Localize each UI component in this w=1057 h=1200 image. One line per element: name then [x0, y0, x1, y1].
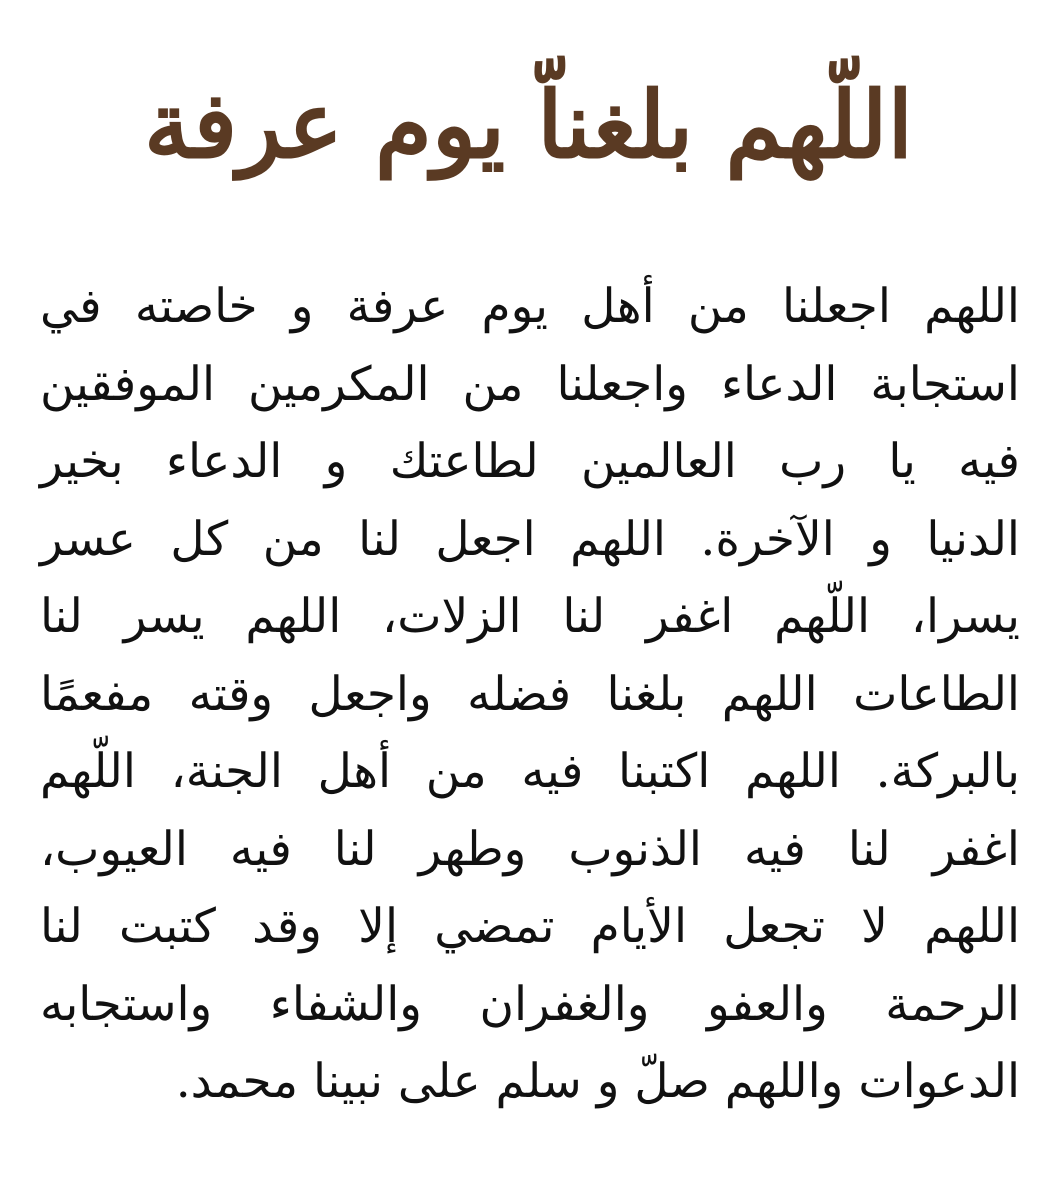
prayer-line-5: يسرا، اللّهم اغفر لنا الزلات، اللهم يسر لنا	[40, 589, 1020, 644]
prayer-line-6: الطاعات اللهم بلغنا فضله واجعل وقته مفعمًا	[40, 666, 1020, 722]
prayer-line-11: الدعوات واللهم صلّ و سلم على نبينا محمد.	[175, 1054, 1020, 1109]
prayer-line-1: اللهم اجعلنا من أهل يوم عرفة و خاصته في	[40, 279, 1020, 334]
page-title: اللّهم بلغناّ يوم عرفة	[143, 71, 914, 179]
prayer-line-2: استجابة الدعاء واجعلنا من المكرمين الموفقين	[40, 356, 1020, 412]
prayer-line-10: الرحمة والعفو والغفران والشفاء واستجابه	[40, 976, 1020, 1032]
prayer-line-9: اللهم لا تجعل الأيام تمضي إلا وقد كتبت لنا	[40, 899, 1020, 954]
prayer-line-4: الدنيا و الآخرة. اللهم اجعل لنا من كل عسر	[40, 511, 1020, 567]
prayer-line-7: بالبركة. اللهم اكتبنا فيه من أهل الجنة، اللّهم	[40, 744, 1020, 799]
prayer-line-3: فيه يا رب العالمين لطاعتك و الدعاء بخير	[40, 434, 1020, 489]
prayer-text	[40, 268, 1020, 1121]
prayer-line-8: اغفر لنا فيه الذنوب وطهر لنا فيه العيوب،	[40, 821, 1020, 877]
